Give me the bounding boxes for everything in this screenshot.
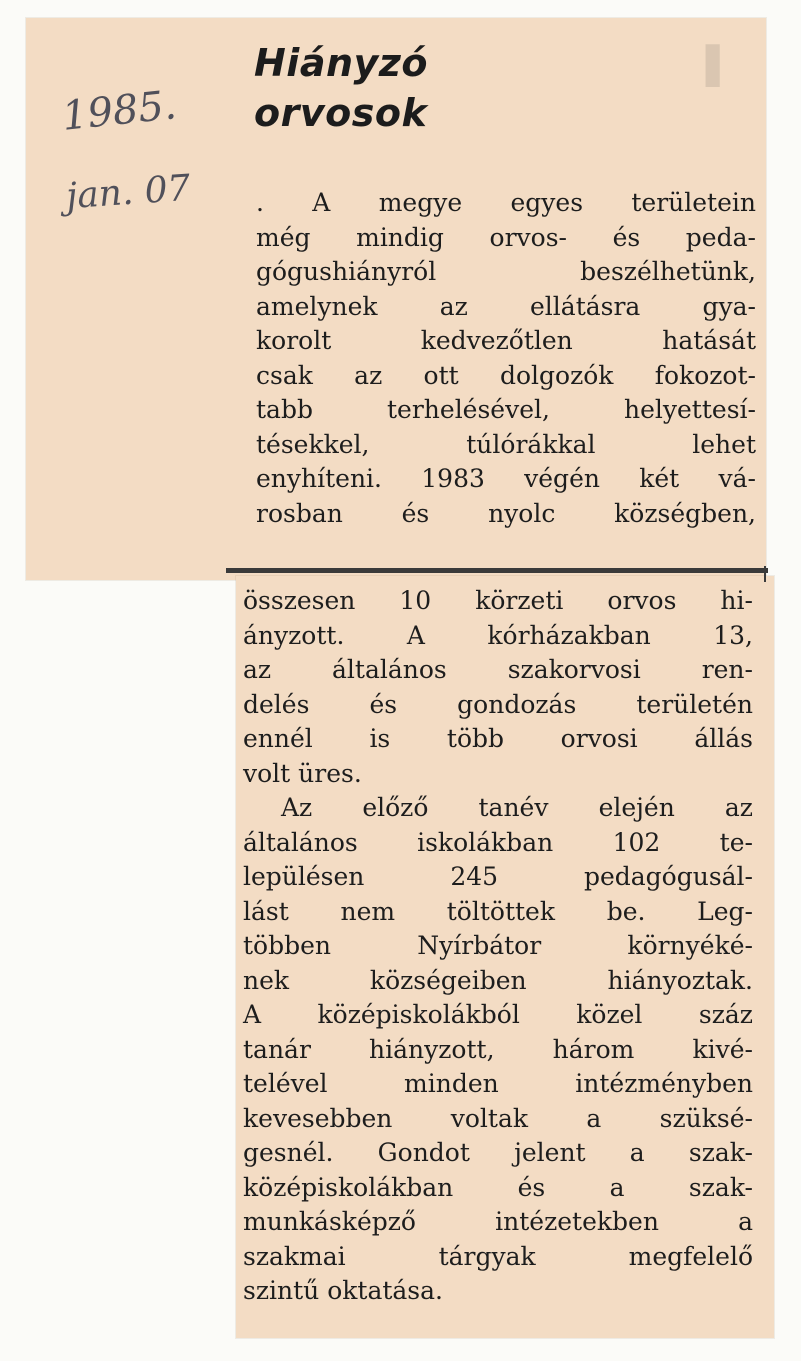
text-line: delés és gondozás területén [243, 689, 753, 719]
headline-line-1: Hiányzó [254, 41, 429, 85]
text-line: még mindig orvos- és peda- [256, 222, 756, 252]
text-line: az általános szakorvosi ren- [243, 655, 753, 684]
text-line: középiskolákban és a szak- [243, 1172, 753, 1202]
headline-line-2: orvosok [254, 91, 428, 135]
text-line: tésekkel, túlórákkal lehet [256, 429, 756, 459]
text-line: nek községeiben hiányoztak. [243, 965, 753, 995]
text-line: lepülésen 245 pedagógusál- [243, 862, 753, 891]
text-line: ányzott. A kórházakban 13, [243, 620, 753, 650]
text-line: többen Nyírbátor környéké- [243, 931, 753, 960]
text-line: . A megye egyes területein [256, 188, 756, 217]
text-line: amelynek az ellátásra gya- [256, 291, 756, 321]
text-line: szintű oktatása. [243, 1276, 443, 1305]
text-line: általános iskolákban 102 te- [243, 827, 753, 857]
text-line: volt üres. [243, 758, 362, 788]
article-headline [254, 38, 428, 138]
article-column-1 [256, 186, 756, 531]
text-line: ennél is több orvosi állás [243, 724, 753, 753]
text-line: gógushiányról beszélhetünk, [256, 257, 756, 286]
text-line: tanár hiányzott, három kivé- [243, 1034, 753, 1064]
bleed-through-print: ▌ [706, 46, 736, 87]
text-line: Az előző tanév elején az [281, 793, 753, 822]
handwritten-year: 1985. [59, 82, 179, 140]
text-line: korolt kedvezőtlen hatását [256, 326, 756, 355]
column-divider-rule [226, 568, 768, 573]
text-line: enyhíteni. 1983 végén két vá- [256, 464, 756, 493]
text-line: kevesebben voltak a szüksé- [243, 1103, 753, 1133]
text-line: lást nem töltöttek be. Leg- [243, 896, 753, 926]
text-line: A középiskolákból közel száz [243, 1000, 753, 1029]
text-line: gesnél. Gondot jelent a szak- [243, 1138, 753, 1167]
column-divider-corner [764, 566, 766, 582]
text-line: tabb terhelésével, helyettesí- [256, 395, 756, 424]
article-column-2 [243, 584, 753, 1309]
text-line: szakmai tárgyak megfelelő [243, 1241, 753, 1271]
text-line: csak az ott dolgozók fokozot- [256, 360, 756, 390]
handwritten-date: jan. 07 [64, 167, 192, 218]
text-line: telével minden intézményben [243, 1069, 753, 1098]
text-line: munkásképző intézetekben a [243, 1207, 753, 1236]
text-line: összesen 10 körzeti orvos hi- [243, 586, 753, 615]
text-line: rosban és nyolc községben, [256, 498, 756, 528]
